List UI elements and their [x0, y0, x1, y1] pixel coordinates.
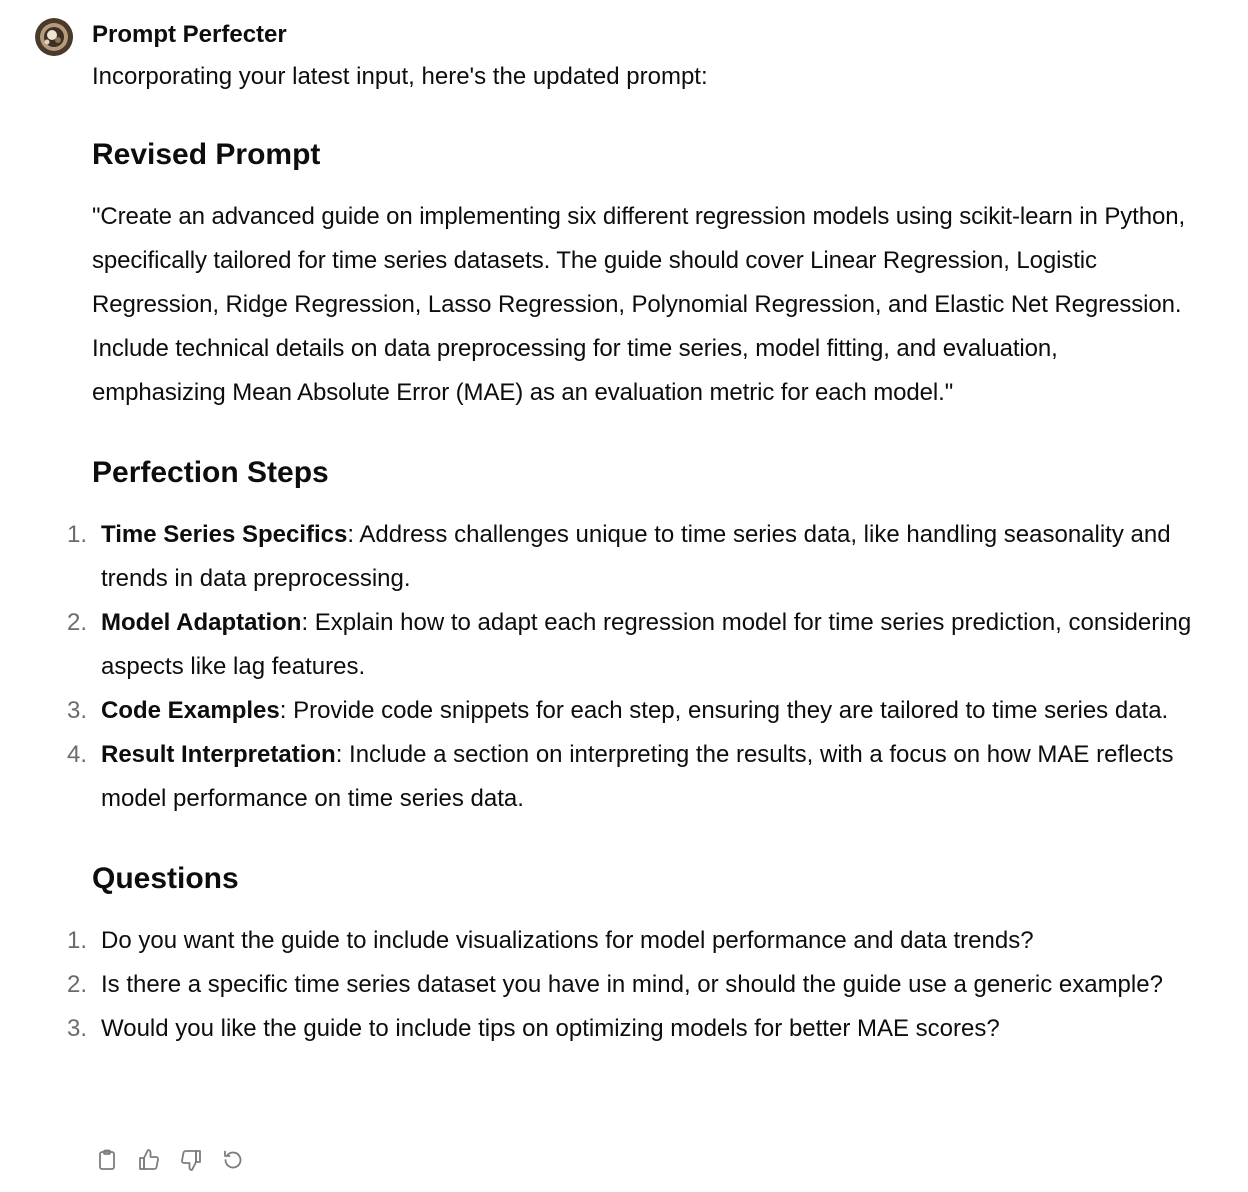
thumbs-down-button[interactable]: [176, 1145, 206, 1175]
revised-prompt-text: "Create an advanced guide on implementing six different regression models using scikit-learn in Python, specifically tailored for time series datasets. The guide should cover Linear Regression, Logistic Regression, Ridge Regression, Lasso Regression, Polynomial Regression, and Elastic Net Regression. Include technical details on data preprocessing for time series, model fitting, and evaluation, emphasizing Mean Absolute Error (MAE) as an evaluation metric for each model.": [92, 203, 1186, 406]
list-number: 2.: [67, 609, 88, 636]
list-number: 1.: [67, 927, 88, 954]
thumbs-up-icon: [137, 1148, 161, 1172]
list-item: [67, 513, 1192, 601]
list-number: 2.: [67, 971, 88, 998]
list-item: [67, 689, 1192, 733]
step-term: Code Examples: [101, 697, 280, 724]
questions-list: [67, 919, 1192, 1051]
copy-button[interactable]: [92, 1145, 122, 1175]
step-text: : Explain how to adapt each regression model for time series prediction, considering aspects like lag features.: [101, 609, 1192, 680]
list-number: 3.: [67, 1015, 88, 1042]
question-text: Would you like the guide to include tips on optimizing models for better MAE scores?: [101, 1015, 1000, 1042]
questions-heading: Questions: [92, 862, 239, 895]
list-number: 3.: [67, 697, 88, 724]
clipboard-icon: [95, 1148, 119, 1172]
step-text: : Provide code snippets for each step, ensuring they are tailored to time series data.: [279, 697, 1169, 724]
list-item: [67, 1007, 1192, 1051]
step-text: : Address challenges unique to time series data, like handling seasonality and trends in data preprocessing.: [101, 521, 1171, 592]
avatar: [35, 18, 73, 56]
list-item: [67, 963, 1192, 1007]
regenerate-icon: [221, 1148, 245, 1172]
list-item: [67, 601, 1192, 689]
step-term: Time Series Specifics: [101, 521, 348, 548]
list-item: [67, 733, 1192, 821]
author-name: Prompt Perfecter: [92, 21, 287, 48]
regenerate-button[interactable]: [218, 1145, 248, 1175]
list-number: 1.: [67, 521, 88, 548]
list-item: [67, 919, 1192, 963]
perfection-steps-heading: Perfection Steps: [92, 456, 329, 489]
step-text: : Include a section on interpreting the results, with a focus on how MAE reflects model performance on time series data.: [101, 741, 1174, 812]
step-term: Result Interpretation: [101, 741, 336, 768]
message-content: [67, 59, 1192, 1051]
step-term: Model Adaptation: [101, 609, 302, 636]
list-number: 4.: [67, 741, 88, 768]
question-text: Do you want the guide to include visualizations for model performance and data trends?: [101, 927, 1034, 954]
revised-prompt-heading: Revised Prompt: [92, 138, 321, 171]
message-actions: [92, 1145, 248, 1175]
question-text: Is there a specific time series dataset you have in mind, or should the guide use a generic example?: [101, 971, 1163, 998]
perfection-steps-list: [67, 513, 1192, 821]
thumbs-up-button[interactable]: [134, 1145, 164, 1175]
intro-text: Incorporating your latest input, here's the updated prompt:: [92, 63, 708, 90]
thumbs-down-icon: [179, 1148, 203, 1172]
